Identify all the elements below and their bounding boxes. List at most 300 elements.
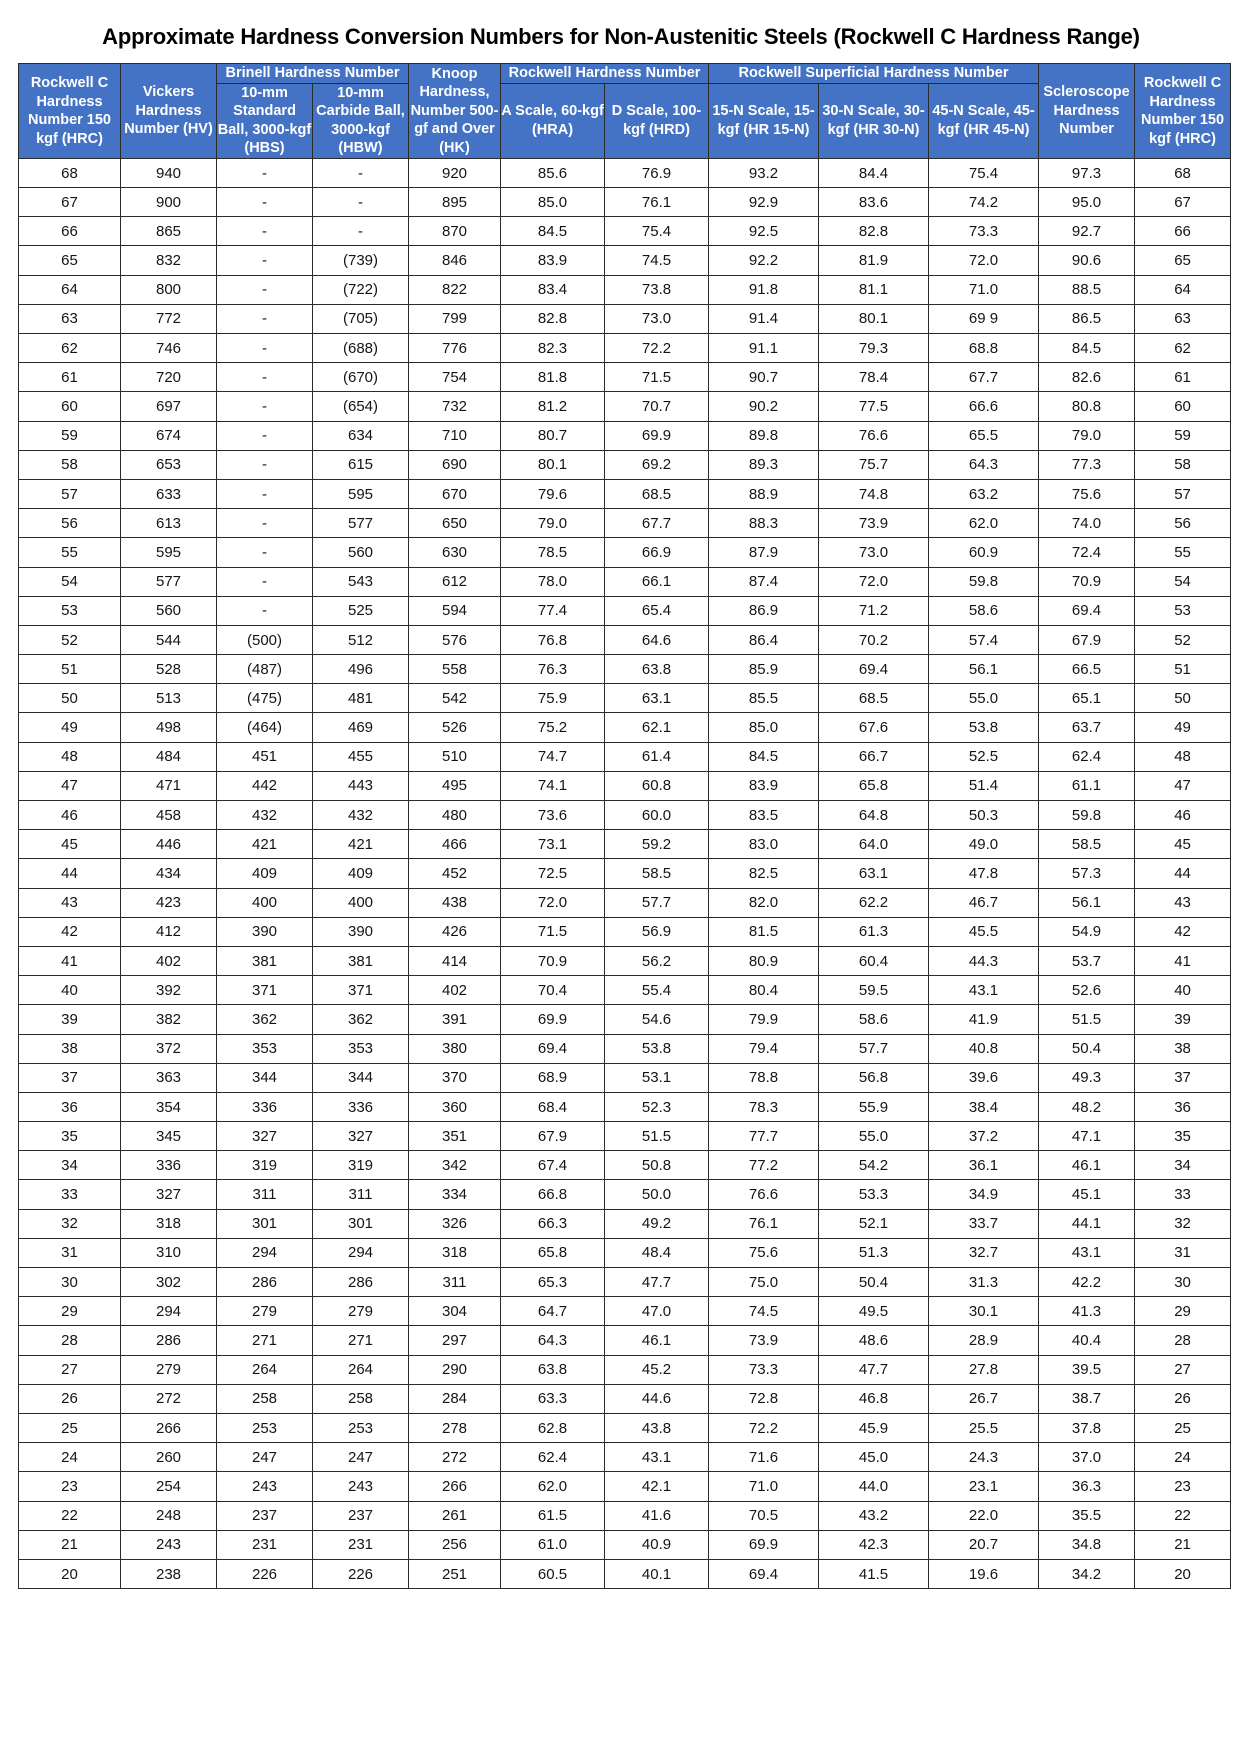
table-cell: 59.8 bbox=[1039, 801, 1135, 830]
table-cell: 86.5 bbox=[1039, 304, 1135, 333]
table-cell: 90.7 bbox=[709, 363, 819, 392]
table-cell: 32 bbox=[19, 1209, 121, 1238]
table-cell: 31 bbox=[1135, 1238, 1231, 1267]
table-cell: 279 bbox=[217, 1297, 313, 1326]
table-cell: 82.5 bbox=[709, 859, 819, 888]
table-cell: 56.9 bbox=[605, 917, 709, 946]
table-cell: 85.9 bbox=[709, 655, 819, 684]
table-cell: 35 bbox=[19, 1122, 121, 1151]
table-cell: 40 bbox=[19, 976, 121, 1005]
table-cell: 35 bbox=[1135, 1122, 1231, 1151]
table-cell: 51.4 bbox=[929, 771, 1039, 800]
table-row bbox=[19, 1238, 1231, 1267]
table-cell: 77.2 bbox=[709, 1151, 819, 1180]
table-cell: 294 bbox=[313, 1238, 409, 1267]
table-cell: 26 bbox=[1135, 1384, 1231, 1413]
table-cell: 50.8 bbox=[605, 1151, 709, 1180]
table-cell: 334 bbox=[409, 1180, 501, 1209]
table-cell: 54.2 bbox=[819, 1151, 929, 1180]
table-cell: 36.1 bbox=[929, 1151, 1039, 1180]
table-cell: 319 bbox=[217, 1151, 313, 1180]
table-cell: 50.3 bbox=[929, 801, 1039, 830]
table-cell: 414 bbox=[409, 946, 501, 975]
table-cell: 58.6 bbox=[819, 1005, 929, 1034]
table-cell: 91.4 bbox=[709, 304, 819, 333]
table-cell: 528 bbox=[121, 655, 217, 684]
table-cell: 381 bbox=[217, 946, 313, 975]
table-row bbox=[19, 450, 1231, 479]
table-cell: 72.0 bbox=[819, 567, 929, 596]
table-cell: 60.0 bbox=[605, 801, 709, 830]
table-cell: 48.6 bbox=[819, 1326, 929, 1355]
table-cell: 34.2 bbox=[1039, 1559, 1135, 1588]
table-cell: 310 bbox=[121, 1238, 217, 1267]
table-cell: 51 bbox=[19, 655, 121, 684]
table-cell: 57.4 bbox=[929, 625, 1039, 654]
table-cell: 69.4 bbox=[1039, 596, 1135, 625]
table-cell: 390 bbox=[313, 917, 409, 946]
table-row bbox=[19, 742, 1231, 771]
table-cell: 60.9 bbox=[929, 538, 1039, 567]
table-cell: 40.1 bbox=[605, 1559, 709, 1588]
table-cell: 32.7 bbox=[929, 1238, 1039, 1267]
table-cell: 630 bbox=[409, 538, 501, 567]
table-cell: 43 bbox=[1135, 888, 1231, 917]
table-cell: 46.7 bbox=[929, 888, 1039, 917]
table-cell: 39 bbox=[1135, 1005, 1231, 1034]
table-cell: 66 bbox=[1135, 217, 1231, 246]
table-cell: 22 bbox=[19, 1501, 121, 1530]
table-cell: 66.6 bbox=[929, 392, 1039, 421]
table-cell: (487) bbox=[217, 655, 313, 684]
table-cell: 60 bbox=[1135, 392, 1231, 421]
subheader-hbs: 10-mm Standard Ball, 3000-kgf (HBS) bbox=[217, 83, 313, 158]
table-cell: 336 bbox=[217, 1092, 313, 1121]
table-cell: 90.2 bbox=[709, 392, 819, 421]
table-cell: 253 bbox=[217, 1413, 313, 1442]
table-cell: - bbox=[217, 275, 313, 304]
table-cell: 670 bbox=[409, 479, 501, 508]
table-cell: 71.0 bbox=[709, 1472, 819, 1501]
table-cell: 60.5 bbox=[501, 1559, 605, 1588]
table-cell: 80.1 bbox=[819, 304, 929, 333]
table-cell: 63.7 bbox=[1039, 713, 1135, 742]
table-cell: 63.8 bbox=[605, 655, 709, 684]
table-cell: 55.4 bbox=[605, 976, 709, 1005]
table-cell: 82.8 bbox=[501, 304, 605, 333]
table-cell: 247 bbox=[217, 1443, 313, 1472]
table-cell: 595 bbox=[121, 538, 217, 567]
table-cell: 26 bbox=[19, 1384, 121, 1413]
table-row bbox=[19, 655, 1231, 684]
table-cell: 271 bbox=[217, 1326, 313, 1355]
table-cell: 79.3 bbox=[819, 334, 929, 363]
table-cell: 84.5 bbox=[709, 742, 819, 771]
table-cell: - bbox=[217, 246, 313, 275]
table-row bbox=[19, 1122, 1231, 1151]
table-cell: 421 bbox=[217, 830, 313, 859]
table-cell: 92.5 bbox=[709, 217, 819, 246]
table-cell: 21 bbox=[1135, 1530, 1231, 1559]
table-cell: 311 bbox=[217, 1180, 313, 1209]
table-cell: 91.1 bbox=[709, 334, 819, 363]
table-cell: 72.0 bbox=[929, 246, 1039, 275]
table-cell: 66.5 bbox=[1039, 655, 1135, 684]
table-cell: 46.1 bbox=[1039, 1151, 1135, 1180]
table-cell: 28 bbox=[19, 1326, 121, 1355]
header-rockwell-c-right: Rockwell C Hardness Number 150 kgf (HRC) bbox=[1135, 64, 1231, 159]
table-cell: 64.0 bbox=[819, 830, 929, 859]
table-cell: 31 bbox=[19, 1238, 121, 1267]
table-cell: 56.1 bbox=[929, 655, 1039, 684]
table-cell: 34.8 bbox=[1039, 1530, 1135, 1559]
table-cell: 53 bbox=[1135, 596, 1231, 625]
table-cell: 36 bbox=[1135, 1092, 1231, 1121]
table-cell: 77.7 bbox=[709, 1122, 819, 1151]
table-cell: 57 bbox=[1135, 479, 1231, 508]
table-cell: 54.9 bbox=[1039, 917, 1135, 946]
table-cell: 237 bbox=[313, 1501, 409, 1530]
table-cell: 50 bbox=[1135, 684, 1231, 713]
table-cell: 20.7 bbox=[929, 1530, 1039, 1559]
subheader-hr30n: 30-N Scale, 30-kgf (HR 30-N) bbox=[819, 83, 929, 158]
table-cell: 254 bbox=[121, 1472, 217, 1501]
table-cell: 446 bbox=[121, 830, 217, 859]
table-cell: 38 bbox=[19, 1034, 121, 1063]
table-cell: 82.8 bbox=[819, 217, 929, 246]
table-cell: 73.0 bbox=[605, 304, 709, 333]
table-cell: 37.0 bbox=[1039, 1443, 1135, 1472]
table-cell: 64.6 bbox=[605, 625, 709, 654]
table-cell: 484 bbox=[121, 742, 217, 771]
table-cell: 42.1 bbox=[605, 1472, 709, 1501]
table-row bbox=[19, 713, 1231, 742]
table-cell: 57.7 bbox=[819, 1034, 929, 1063]
table-cell: 44 bbox=[1135, 859, 1231, 888]
table-cell: 44.3 bbox=[929, 946, 1039, 975]
table-cell: 423 bbox=[121, 888, 217, 917]
table-cell: 243 bbox=[313, 1472, 409, 1501]
table-cell: 93.2 bbox=[709, 158, 819, 187]
table-row bbox=[19, 538, 1231, 567]
table-cell: 23 bbox=[1135, 1472, 1231, 1501]
table-cell: - bbox=[217, 158, 313, 187]
table-cell: 82.6 bbox=[1039, 363, 1135, 392]
table-cell: 23.1 bbox=[929, 1472, 1039, 1501]
table-cell: 85.0 bbox=[501, 188, 605, 217]
table-cell: 43 bbox=[19, 888, 121, 917]
table-cell: 39 bbox=[19, 1005, 121, 1034]
table-cell: 38.4 bbox=[929, 1092, 1039, 1121]
table-cell: 63.2 bbox=[929, 479, 1039, 508]
table-cell: 653 bbox=[121, 450, 217, 479]
table-cell: 238 bbox=[121, 1559, 217, 1588]
table-row bbox=[19, 188, 1231, 217]
table-row bbox=[19, 684, 1231, 713]
table-cell: 44.6 bbox=[605, 1384, 709, 1413]
subheader-hr45n: 45-N Scale, 45-kgf (HR 45-N) bbox=[929, 83, 1039, 158]
table-cell: 412 bbox=[121, 917, 217, 946]
table-cell: 56 bbox=[1135, 509, 1231, 538]
table-cell: 60.4 bbox=[819, 946, 929, 975]
table-cell: 78.4 bbox=[819, 363, 929, 392]
table-cell: 74.7 bbox=[501, 742, 605, 771]
table-cell: 49.2 bbox=[605, 1209, 709, 1238]
header-brinell-group: Brinell Hardness Number bbox=[217, 64, 409, 84]
table-cell: 392 bbox=[121, 976, 217, 1005]
table-cell: 81.5 bbox=[709, 917, 819, 946]
table-cell: 43.2 bbox=[819, 1501, 929, 1530]
table-cell: 39.6 bbox=[929, 1063, 1039, 1092]
table-cell: 52.5 bbox=[929, 742, 1039, 771]
table-row bbox=[19, 1443, 1231, 1472]
table-cell: 48.4 bbox=[605, 1238, 709, 1267]
table-cell: 799 bbox=[409, 304, 501, 333]
table-cell: 73.3 bbox=[709, 1355, 819, 1384]
table-cell: 75.6 bbox=[1039, 479, 1135, 508]
table-cell: 62.1 bbox=[605, 713, 709, 742]
table-cell: 74.5 bbox=[605, 246, 709, 275]
table-cell: 36 bbox=[19, 1092, 121, 1121]
table-cell: 58 bbox=[19, 450, 121, 479]
header-group-row bbox=[19, 64, 1231, 84]
table-cell: 697 bbox=[121, 392, 217, 421]
table-cell: 344 bbox=[217, 1063, 313, 1092]
table-cell: 35.5 bbox=[1039, 1501, 1135, 1530]
table-cell: 21 bbox=[19, 1530, 121, 1559]
table-cell: 498 bbox=[121, 713, 217, 742]
page-title: Approximate Hardness Conversion Numbers for Non-Austenitic Steels (Rockwell C Hardness Range) bbox=[102, 24, 1140, 49]
table-cell: 86.4 bbox=[709, 625, 819, 654]
table-cell: 73.8 bbox=[605, 275, 709, 304]
table-cell: 84.5 bbox=[501, 217, 605, 246]
table-cell: 87.4 bbox=[709, 567, 819, 596]
table-row bbox=[19, 1384, 1231, 1413]
table-cell: 25 bbox=[1135, 1413, 1231, 1442]
table-cell: 311 bbox=[313, 1180, 409, 1209]
table-cell: 371 bbox=[313, 976, 409, 1005]
table-row bbox=[19, 1297, 1231, 1326]
table-cell: 83.5 bbox=[709, 801, 819, 830]
table-cell: 76.1 bbox=[605, 188, 709, 217]
table-cell: 43.1 bbox=[929, 976, 1039, 1005]
table-cell: 74.2 bbox=[929, 188, 1039, 217]
table-cell: 612 bbox=[409, 567, 501, 596]
table-cell: 72.2 bbox=[709, 1413, 819, 1442]
table-cell: 76.6 bbox=[709, 1180, 819, 1209]
table-cell: 55 bbox=[1135, 538, 1231, 567]
table-cell: 26.7 bbox=[929, 1384, 1039, 1413]
table-cell: 72.4 bbox=[1039, 538, 1135, 567]
table-cell: 43.1 bbox=[1039, 1238, 1135, 1267]
table-cell: 69.4 bbox=[819, 655, 929, 684]
table-cell: 525 bbox=[313, 596, 409, 625]
table-cell: 73.6 bbox=[501, 801, 605, 830]
table-cell: 29 bbox=[19, 1297, 121, 1326]
table-cell: 67 bbox=[1135, 188, 1231, 217]
table-cell: 65 bbox=[19, 246, 121, 275]
table-cell: 62.8 bbox=[501, 1413, 605, 1442]
table-cell: 279 bbox=[313, 1297, 409, 1326]
table-cell: 65.4 bbox=[605, 596, 709, 625]
table-cell: 650 bbox=[409, 509, 501, 538]
header-scleroscope: Scleroscope Hardness Number bbox=[1039, 64, 1135, 159]
table-cell: 25.5 bbox=[929, 1413, 1039, 1442]
table-cell: 86.9 bbox=[709, 596, 819, 625]
table-cell: 55.9 bbox=[819, 1092, 929, 1121]
table-row bbox=[19, 1355, 1231, 1384]
table-row bbox=[19, 1326, 1231, 1355]
table-cell: 66.8 bbox=[501, 1180, 605, 1209]
table-cell: 80.8 bbox=[1039, 392, 1135, 421]
table-cell: 42 bbox=[1135, 917, 1231, 946]
table-cell: 81.1 bbox=[819, 275, 929, 304]
table-cell: 690 bbox=[409, 450, 501, 479]
table-cell: 81.9 bbox=[819, 246, 929, 275]
table-cell: 73.3 bbox=[929, 217, 1039, 246]
table-cell: 279 bbox=[121, 1355, 217, 1384]
table-cell: 370 bbox=[409, 1063, 501, 1092]
table-cell: 266 bbox=[409, 1472, 501, 1501]
table-cell: 776 bbox=[409, 334, 501, 363]
table-row bbox=[19, 946, 1231, 975]
table-cell: 83.6 bbox=[819, 188, 929, 217]
table-cell: - bbox=[217, 304, 313, 333]
table-cell: 27 bbox=[19, 1355, 121, 1384]
table-cell: 75.9 bbox=[501, 684, 605, 713]
table-cell: 226 bbox=[217, 1559, 313, 1588]
table-cell: 71.6 bbox=[709, 1443, 819, 1472]
table-cell: 543 bbox=[313, 567, 409, 596]
table-cell: 372 bbox=[121, 1034, 217, 1063]
table-cell: 560 bbox=[121, 596, 217, 625]
table-row bbox=[19, 1180, 1231, 1209]
table-cell: 90.6 bbox=[1039, 246, 1135, 275]
table-cell: 71.5 bbox=[501, 917, 605, 946]
table-cell: (688) bbox=[313, 334, 409, 363]
table-cell: 409 bbox=[313, 859, 409, 888]
table-cell: 64.8 bbox=[819, 801, 929, 830]
table-cell: 65.8 bbox=[501, 1238, 605, 1267]
table-cell: 80.1 bbox=[501, 450, 605, 479]
table-row bbox=[19, 479, 1231, 508]
table-cell: 69.9 bbox=[501, 1005, 605, 1034]
table-cell: 432 bbox=[217, 801, 313, 830]
table-cell: 381 bbox=[313, 946, 409, 975]
table-cell: 67.9 bbox=[1039, 625, 1135, 654]
table-cell: 68.4 bbox=[501, 1092, 605, 1121]
table-cell: 78.0 bbox=[501, 567, 605, 596]
table-cell: 45.9 bbox=[819, 1413, 929, 1442]
table-cell: 466 bbox=[409, 830, 501, 859]
table-cell: 458 bbox=[121, 801, 217, 830]
table-cell: - bbox=[217, 188, 313, 217]
table-cell: 832 bbox=[121, 246, 217, 275]
table-cell: 634 bbox=[313, 421, 409, 450]
table-cell: 560 bbox=[313, 538, 409, 567]
table-cell: 85.6 bbox=[501, 158, 605, 187]
table-cell: 469 bbox=[313, 713, 409, 742]
table-cell: 57.3 bbox=[1039, 859, 1135, 888]
table-cell: 41.6 bbox=[605, 1501, 709, 1530]
table-cell: 62 bbox=[1135, 334, 1231, 363]
table-cell: 51.3 bbox=[819, 1238, 929, 1267]
table-cell: 44 bbox=[19, 859, 121, 888]
table-cell: 54.6 bbox=[605, 1005, 709, 1034]
table-cell: - bbox=[217, 596, 313, 625]
table-cell: 56.8 bbox=[819, 1063, 929, 1092]
table-cell: 60 bbox=[19, 392, 121, 421]
table-cell: 74.5 bbox=[709, 1297, 819, 1326]
table-cell: 92.2 bbox=[709, 246, 819, 275]
table-cell: 510 bbox=[409, 742, 501, 771]
table-cell: 442 bbox=[217, 771, 313, 800]
table-cell: 76.3 bbox=[501, 655, 605, 684]
table-cell: 400 bbox=[217, 888, 313, 917]
table-cell: 83.0 bbox=[709, 830, 819, 859]
table-cell: - bbox=[217, 421, 313, 450]
table-cell: 73.0 bbox=[819, 538, 929, 567]
table-cell: 256 bbox=[409, 1530, 501, 1559]
table-cell: (654) bbox=[313, 392, 409, 421]
table-cell: - bbox=[217, 479, 313, 508]
table-cell: 38 bbox=[1135, 1034, 1231, 1063]
table-cell: 33 bbox=[19, 1180, 121, 1209]
table-cell: 345 bbox=[121, 1122, 217, 1151]
table-cell: 271 bbox=[313, 1326, 409, 1355]
header-vickers: Vickers Hardness Number (HV) bbox=[121, 64, 217, 159]
table-cell: 59.5 bbox=[819, 976, 929, 1005]
table-cell: 45.5 bbox=[929, 917, 1039, 946]
table-cell: 513 bbox=[121, 684, 217, 713]
table-cell: 353 bbox=[313, 1034, 409, 1063]
table-cell: 264 bbox=[313, 1355, 409, 1384]
table-cell: 64.7 bbox=[501, 1297, 605, 1326]
header-rockwell-superficial-group: Rockwell Superficial Hardness Number bbox=[709, 64, 1039, 84]
table-cell: 47.0 bbox=[605, 1297, 709, 1326]
table-cell: 261 bbox=[409, 1501, 501, 1530]
table-cell: 81.2 bbox=[501, 392, 605, 421]
table-cell: 42.3 bbox=[819, 1530, 929, 1559]
table-cell: 88.9 bbox=[709, 479, 819, 508]
table-cell: 391 bbox=[409, 1005, 501, 1034]
table-cell: 37 bbox=[19, 1063, 121, 1092]
table-cell: 247 bbox=[313, 1443, 409, 1472]
table-cell: (464) bbox=[217, 713, 313, 742]
table-cell: 70.2 bbox=[819, 625, 929, 654]
table-cell: 52.1 bbox=[819, 1209, 929, 1238]
table-cell: 47.7 bbox=[605, 1268, 709, 1297]
table-cell: 34.9 bbox=[929, 1180, 1039, 1209]
table-cell: 846 bbox=[409, 246, 501, 275]
table-cell: 75.4 bbox=[929, 158, 1039, 187]
table-cell: 354 bbox=[121, 1092, 217, 1121]
table-cell: 47 bbox=[1135, 771, 1231, 800]
table-cell: 52 bbox=[1135, 625, 1231, 654]
table-row bbox=[19, 830, 1231, 859]
table-cell: 75.7 bbox=[819, 450, 929, 479]
table-cell: 69.2 bbox=[605, 450, 709, 479]
table-cell: 76.6 bbox=[819, 421, 929, 450]
table-cell: - bbox=[313, 188, 409, 217]
table-cell: 78.8 bbox=[709, 1063, 819, 1092]
table-cell: 51.5 bbox=[605, 1122, 709, 1151]
table-cell: 63 bbox=[1135, 304, 1231, 333]
table-row bbox=[19, 1034, 1231, 1063]
table-cell: 37.8 bbox=[1039, 1413, 1135, 1442]
table-cell: 89.3 bbox=[709, 450, 819, 479]
table-cell: 70.7 bbox=[605, 392, 709, 421]
